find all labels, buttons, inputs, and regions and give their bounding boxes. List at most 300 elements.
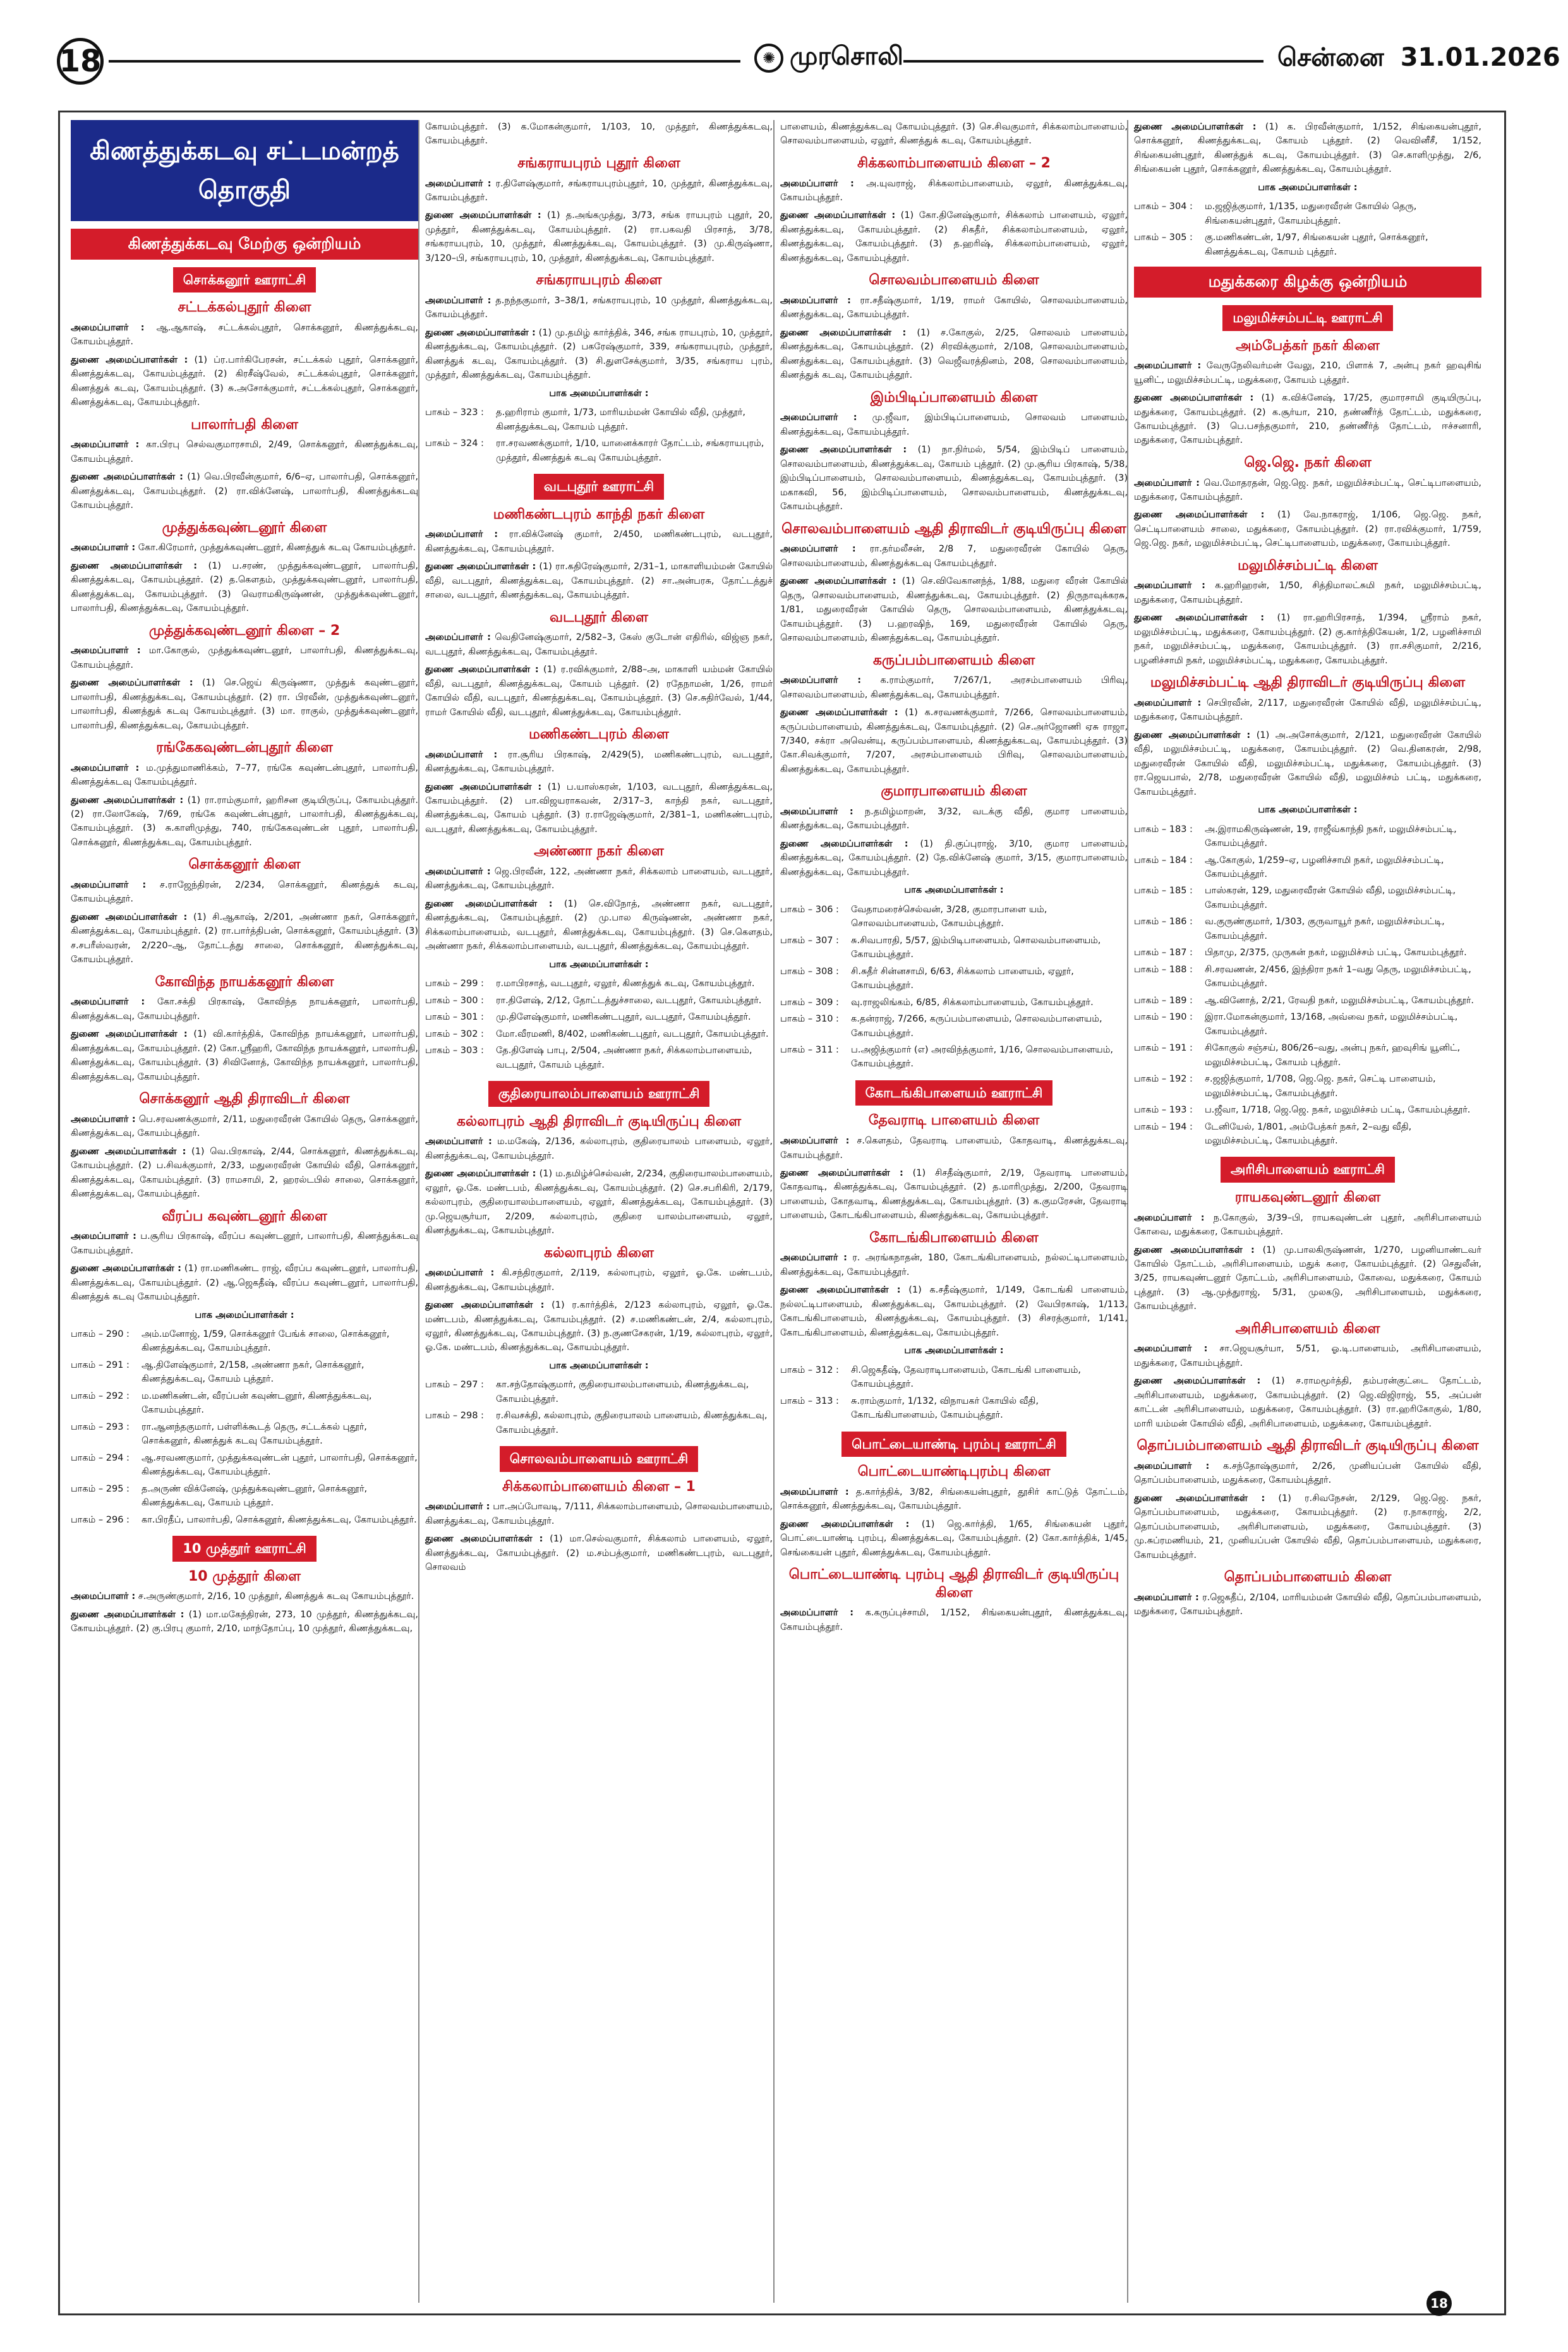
office-bearer-entry (780, 326, 1128, 383)
entry-text: (1) ச.கோகுல், 2/25, சொலவம் பாளையம், கிணத்துக்கடவு, கோயம்புத்தூர். (2) சிரவிக்குமார், 2/108, சொலவம்பாளையம், கிணத்துக்கடவு, கோயம்புத்தூர். (3) வெஜீவரத்தினம், 208, சொலவம்பாளையம், கிணத்துக் கடவு, கோயம்புத்தூர். (780, 327, 1128, 381)
union-heading: மதுக்கரை கிழக்கு ஒன்றியம் (1134, 267, 1481, 298)
entry-text: ச.அருண்குமார், 2/16, 10 முத்தூர், கிணத்துக் கடவு கோயம்புத்தூர். (138, 1591, 414, 1602)
office-bearer-entry (1134, 1342, 1481, 1370)
panchayat-heading: பொட்டையாண்டி புரம்பு ஊராட்சி (841, 1432, 1066, 1457)
entry-text: (1) கோ.தினேஷ்குமார், சிக்கலாம் பாளையம், ஏலூர், கிணத்துக்கடவு, கோயம்புத்தூர். (2) சிகதீர், சிக்கலாம்பாளையம், ஏலூர், கிணத்துக்கடவு, கோயம்புத்தூர். (3) த.ஹரிஷ், சிக்கலாம்பாளையம், ஏலூர், கிணத்துக்கடவு, கோயம்புத்தூர். (780, 210, 1128, 263)
role-label: துணை அமைப்பாளர்கள் : (71, 560, 198, 571)
entry-text: பா.அப்போவடி, 7/111, சிக்கலாம்பாளையம், சொலவம்பாளையம், கிணத்துக்கடவு, கோயம்புத்தூர். (425, 1502, 773, 1526)
panchayat-heading: சொலவம்பாளையம் ஊராட்சி (500, 1446, 698, 1472)
role-label: அமைப்பாளர் : (1134, 1592, 1199, 1603)
panchayat-heading-wrap (425, 1446, 773, 1472)
booth-number: பாகம் – 306 : (780, 904, 839, 915)
entry-text: (1) ப.சரண், முத்துக்கவுண்டனூர், பாலார்பதி, கிணத்துக்கடவு, கோயம்புத்தூர். (2) த.கௌதம், முத்துக்கவுண்டனூர், பாலார்பதி, கிணத்துக்கடவு, கோயம்புத்தூர். (3) வெராமகிருஷ்ணன், முத்துக்கவுண்டனூர், பாலார்பதி, கிணத்துக்கடவு, கோயம்புத்தூர். (71, 560, 418, 614)
office-bearer-entry (1134, 1591, 1481, 1619)
office-bearer-entry (780, 805, 1128, 833)
panchayat-heading-wrap (425, 1081, 773, 1107)
role-label: அமைப்பாளர் : (71, 763, 140, 773)
booth-agent-row (780, 1011, 1128, 1042)
role-label: அமைப்பாளர் : (71, 1114, 136, 1125)
office-bearer-entry (425, 1167, 773, 1238)
office-bearer-entry (780, 574, 1128, 645)
role-label: துணை அமைப்பாளர்கள் : (71, 912, 188, 922)
booth-number: பாகம் – 309 : (780, 997, 839, 1008)
booth-agent-details: அம்.மனோஜ், 1/59, சொக்கனூர் பேங்க் சாலை, சொக்கனூர், கிணத்துக்கடவு, கோயம்புத்தூர். (142, 1329, 390, 1354)
panchayat-heading: கோடங்கிபாளையம் ஊராட்சி (855, 1080, 1053, 1106)
office-bearer-entry (71, 793, 418, 850)
branch-heading: சங்கராயபுரம் கிளை (536, 272, 662, 289)
role-label: அமைப்பாளர் : (425, 1137, 492, 1147)
booth-agent-details: அ.இராமகிருஷ்ணன், 19, ராஜீவ்காந்தி நகர், மலுமிச்சம்பட்டி, கோயம்புத்தூர். (1205, 824, 1457, 849)
booth-agent-row (425, 435, 773, 466)
booth-number: பாகம் – 184 : (1134, 855, 1193, 865)
booth-number: பாகம் – 189 : (1134, 995, 1193, 1006)
booth-agent-row (71, 1357, 418, 1388)
booth-agent-details: த.அருண் விக்னேஷ், முத்துக்கவுண்டனூர், சொக்கனூர், கிணத்துக்கடவு, கோயம் புத்தூர். (142, 1483, 368, 1509)
entry-text: மா.கோகுல், முத்துக்கவுண்டனூர், பாலார்பதி, கிணத்துக்கடவு, கோயம்புத்தூர். (71, 646, 419, 670)
entry-text: (1) செ.விநோத், அண்ணா நகர், வடபுதூர், கிணத்துக்கடவு, கோயம்புத்தூர். (2) மு.பால கிருஷ்ணன், அண்ணா நகர், சிக்கலாம்பாளையம், வடபுதூர், கிணத்துக்கடவு, கோயம்புத்தூர். (3) செ.கௌதம், அண்ணா நகர், சிக்கலாம்பாளையம், வடபுதூர், கிணத்துக்கடவு, கோயம்புத்தூர். (425, 898, 773, 952)
booth-agent-row (425, 404, 773, 435)
dateline (1270, 43, 1568, 75)
branch-heading: சிக்கலாம்பாளையம் கிளை – 2 (857, 155, 1051, 171)
branch-heading: சொக்கனூர் ஆதி திராவிடர் கிளை (139, 1091, 350, 1107)
booth-agent-row (71, 1326, 418, 1357)
branch-heading: சொக்கனூர் கிளை (188, 857, 301, 873)
role-label: துணை அமைப்பாளர்கள் : (425, 781, 542, 792)
role-label: துணை அமைப்பாளர்கள் : (1134, 1493, 1265, 1504)
booth-number: பாகம் – 298 : (425, 1411, 484, 1421)
role-label: துணை அமைப்பாளர்கள் : (71, 1146, 186, 1157)
office-bearer-entry (1134, 391, 1481, 448)
role-label: துணை அமைப்பாளர்கள் : (780, 708, 898, 718)
office-bearer-entry (1134, 1374, 1481, 1431)
branch-heading: சொலவம்பாளையம் ஆதி திராவிடர் குடியிருப்பு கிளை (781, 521, 1126, 537)
column-3 (780, 120, 1128, 1638)
branch-heading: தொப்பம்பாளையம் கிளை (1224, 1569, 1392, 1586)
booth-agent-row (425, 1377, 773, 1408)
panchayat-heading: அரிசிபாளையம் ஊராட்சி (1221, 1157, 1395, 1183)
booth-agent-details: சி.ஜெகதீஷ், தேவராடிபாளையம், கோடங்கி பாளையம், கோயம்புத்தூர். (851, 1365, 1081, 1390)
role-label: அமைப்பாளர் : (71, 646, 141, 656)
branch-heading: சிக்கலாம்பாளையம் கிளை – 1 (502, 1478, 696, 1495)
masthead-rule-left (109, 60, 740, 63)
booth-agent-details: தே.திளேஷ் பாபு, 2/504, அண்ணா நகர், சிக்கலாம்பாளையம், வடபுதூர், கோயம் புத்தூர். (496, 1046, 752, 1070)
booth-agents-table (425, 1377, 773, 1438)
branch-heading: கோடங்கிபாளையம் கிளை (869, 1229, 1039, 1246)
office-bearer-entry (1134, 1492, 1481, 1562)
issue-date: 31.01.2026 (1400, 43, 1560, 72)
branch-heading: மலுமிச்சம்பட்டி ஆதி திராவிடர் குடியிருப்பு கிளை (1150, 675, 1466, 691)
branch-heading: மணிகண்டபுரம் கிளை (529, 726, 669, 742)
entry-text: கோ.சக்தி பிரகாஷ், கோவிந்த நாயக்கனூர், பாலார்பதி, கிணத்துக்கடவு, கோயம்புத்தூர். (71, 997, 418, 1022)
office-bearer-entry (71, 676, 418, 733)
role-label: அமைப்பாளர் : (71, 1591, 136, 1602)
column-4 (1134, 120, 1481, 1623)
office-bearer-entry (780, 1517, 1128, 1560)
booth-agent-details: சி.சுதீர் சின்னசாமி, 6/63, சிக்கலாம் பாளையம், ஏலூர், கோயம்புத்தூர். (851, 966, 1074, 991)
entry-text: ம.மகேஷ், 2/136, கல்லாபுரம், குதிரையாலம் பாளையம், ஏலூர், கிணத்துக்கடவு, கோயம்புத்தூர். (425, 1137, 773, 1161)
booth-agent-row (71, 1512, 418, 1528)
panchayat-heading-wrap (780, 1432, 1128, 1457)
booth-agent-details: ரா.ஆனந்தகுமார், பள்ளிக்கூடத் தெரு, சட்டக்கல் புதூர், சொக்கனூர், கிணத்துக் கடவு கோயம்புத்தூர். (142, 1421, 367, 1447)
entry-text: க.ராம்குமார், 7/267/1, அரசம்பாளையம் பிரிவு, சொலவம்பாளையம், கிணத்துக்கடவு, கோயம்புத்தூர். (780, 675, 1128, 700)
office-bearer-entry (71, 1262, 418, 1304)
entry-text: (1) தி.குப்புராஜ், 3/10, குமார பாளையம், கிணத்துக்கடவு, கோயம்புத்தூர். (2) தே.விக்னேஷ் குமார், 3/15, குமாரபாளையம், கிணத்துக்கடவு, கோயம்புத்தூர். (780, 838, 1128, 877)
entry-text: (1) ரா.ஹரிபிரசாத், 1/394, ஸ்ரீராம் நகர், மலுமிச்சம்பட்டி, மதுக்கரை, கோயம்புத்தூர். (2) கு.கார்த்திகேயன், 1/2, பழனிச்சாமி நகர், மலுமிச்சம்பட்டி, மதுக்கரை, கோயம்புத்தூர். (3) ரா.சசிகுமார், 2/216, பழனிச்சாமி நகர், மலுமிச்சம்பட்டி, மதுக்கரை, கோயம்புத்தூர். (1134, 613, 1481, 666)
entry-text: (1) ஜெ.கார்த்தி, 1/65, சிங்கையன் புதூர், பொட்டையாண்டி புரம்பு, கிணத்துக்கடவு, கோயம்புத்தூர். (2) கோ.கார்த்திக், 1/45, செங்கையன் புதூர், கிணத்துக்கடவு, கோயம்புத்தூர். (780, 1519, 1128, 1558)
section-subheading: பாக அமைப்பாளர்கள் : (549, 1360, 649, 1371)
booth-number: பாகம் – 323 : (425, 407, 484, 418)
booth-number: பாகம் – 190 : (1134, 1012, 1193, 1023)
booth-agent-details: ம.மணிகண்டன், வீரப்பன் கவுண்டனூர், கிணத்துக்கடவு, கோயம்புத்தூர். (142, 1390, 372, 1416)
section-subheading: பாக அமைப்பாளர்கள் : (904, 1346, 1004, 1356)
panchayat-heading: மலுமிச்சம்பட்டி ஊராட்சி (1222, 305, 1392, 331)
masthead (57, 38, 1560, 95)
entry-text: சா.ஜெயசூர்யா, 5/51, ஓ.டி.பாளையம், அரிசிபாளையம், மதுக்கரை, கோயம்புத்தூர். (1134, 1344, 1482, 1368)
booth-agent-details: பாஸ்கரன், 129, மதுரைவீரன் கோயில் வீதி, மலுமிச்சம்பட்டி, கோயம்புத்தூர். (1205, 886, 1456, 910)
role-label: துணை அமைப்பாளர்கள் : (425, 327, 536, 338)
booth-agent-row (780, 1362, 1128, 1393)
booth-number: பாகம் – 194 : (1134, 1121, 1193, 1132)
booth-agent-details: ர.சிவசக்தி, கல்லாபுரம், குதிரையாலம் பாளையம், கிணத்துக்கடவு, கோயம்புத்தூர். (496, 1411, 768, 1435)
branch-heading: அரிசிபாளையம் கிளை (1235, 1320, 1380, 1337)
panchayat-heading-wrap (71, 1536, 418, 1562)
role-label: துணை அமைப்பாளர்கள் : (780, 1285, 901, 1296)
role-label: அமைப்பாளர் : (780, 675, 862, 686)
booth-agent-details: சு.ராம்குமார், 1/132, விநாயகர் கோயில் வீதி, கோடங்கிபாளையம், கோயம்புத்தூர். (851, 1396, 1039, 1421)
office-bearer-entry (71, 995, 418, 1023)
branch-heading: ஜெ.ஜெ. நகர் கிளை (1244, 454, 1372, 471)
entry-text: (1) ர.சிவநேசன், 2/129, ஜெ.ஜெ. நகர், தொப்பம்பாளையம், மதுக்கரை, கோயம்புத்தூர். (2) ர.நாகராஜ், 2/2, தொப்பம்பாளையம், அரிசிபாளையம், மதுக்கரை, கோயம்புத்தூர். (3) மு.சுப்ரமணியம், 21, முனியப்பன் கோயில் வீதி, தொப்பம்பாளையம், மதுக்கரை, கோயம்புத்தூர். (1134, 1493, 1481, 1560)
office-bearer-entry (71, 541, 418, 555)
booth-agent-row (1134, 992, 1481, 1009)
role-label: துணை அமைப்பாளர்கள் : (780, 210, 896, 221)
union-heading: கிணத்துக்கடவு மேற்கு ஒன்றியம் (71, 229, 418, 260)
office-bearer-entry (1134, 120, 1481, 177)
entry-text: கா.பிரபு செல்வகுமாரசாமி, 2/49, சொக்கனூர், கிணத்துக்கடவு, கோயம்புத்தூர். (71, 440, 419, 464)
role-label: அமைப்பாளர் : (71, 879, 147, 890)
booth-agent-row (780, 1042, 1128, 1073)
office-bearer-entry (425, 326, 773, 383)
entry-text: (1) மா.மகேந்திரன், 273, 10 முத்தூர், கிணத்துக்கடவு, கோயம்புத்தூர். (2) கு.பிரபு குமார், 2/10, மாந்தோப்பு, 10 முத்தூர், கிணத்துக்கடவு, (71, 1609, 418, 1634)
booth-agent-details: பிதாமு, 2/375, முருகன் நகர், மலுமிச்சம் பட்டி, கோயம்புத்தூர். (1205, 948, 1467, 958)
booth-number: பாகம் – 187 : (1134, 948, 1193, 958)
role-label: துணை அமைப்பாளர்கள் : (71, 678, 193, 689)
booth-agent-row (1134, 198, 1481, 229)
booth-agent-row (780, 902, 1128, 932)
booth-agents-table (1134, 821, 1481, 1150)
booth-number: பாகம் – 290 : (71, 1329, 130, 1340)
branch-heading: அம்பேத்கர் நகர் கிளை (1236, 337, 1380, 354)
office-bearer-entry (1134, 1459, 1481, 1488)
role-label: அமைப்பாளர் : (425, 295, 492, 306)
role-label: அமைப்பாளர் : (780, 1487, 849, 1497)
booth-number: பாகம் – 311 : (780, 1045, 839, 1055)
booth-agent-details: ஆ.வினோத், 2/21, ரேவதி நகர், மலுமிச்சம்பட்டி, கோயம்புத்தூர். (1205, 995, 1474, 1006)
role-label: துணை அமைப்பாளர்கள் : (780, 1519, 910, 1529)
page-number-badge: 18 (57, 38, 104, 85)
role-label: அமைப்பாளர் : (1134, 581, 1205, 591)
branch-heading: கோவிந்த நாயக்கனூர் கிளை (155, 974, 334, 990)
role-label: துணை அமைப்பாளர்கள் : (425, 898, 553, 909)
booth-agent-details: ப.ஜீவா, 1/718, ஜெ.ஜெ. நகர், மலுமிச்சம் பட்டி, கோயம்புத்தூர். (1205, 1105, 1471, 1116)
office-bearer-entry (780, 673, 1128, 702)
role-label: அமைப்பாளர் : (1134, 697, 1202, 708)
booth-agent-details: ம.ஜஜித்குமார், 1/135, மதுரைவீரன் கோயில் தெரு, சிங்கையன்புதூர், கோயம்புத்தூர். (1205, 202, 1417, 226)
role-label: துணை அமைப்பாளர்கள் : (425, 1300, 545, 1311)
entry-text: (1) வெ.பிரகாஷ், 2/44, சொக்கனூர், கிணத்துக்கடவு, கோயம்புத்தூர். (2) ப.சிவக்குமார், 2/33, மதுரைவீரன் கோயில் வீதி, சொக்கனூர், கிணத்துக்கடவு, கோயம்புத்தூர். (3) ராமசாமி, 2, ஹரல்டபில் சாலை, சொக்கனூர், கிணத்துக்கடவு, கோயம்புத்தூர். (71, 1146, 419, 1200)
office-bearer-entry (425, 294, 773, 322)
entry-text: (1) ப.யாஸ்கரன், 1/103, வடபுதூர், கிணத்துக்கடவு, கோயம்புத்தூர். (2) பா.விஜயராகவன், 2/317–3, காந்தி நகர், வடபுதூர், கிணத்துக்கடவு, கோயம் புத்தூர். (3) ர.ராஜேஷ்குமார், 2/381–1, மணிகண்டபுரம், வடபுதூர், கிணத்துக்கடவு, கோயம்புத்தூர். (425, 781, 773, 835)
office-bearer-entry (780, 1606, 1128, 1634)
entry-text: கி.சந்திரகுமார், 2/119, கல்லாபுரம், ஏலூர், ஓ.கே. மண்டபம், கிணத்துக்கடவு, கோயம்புத்தூர். (425, 1268, 773, 1293)
office-bearer-entry (425, 663, 773, 720)
booth-agent-details: கா.பிரதீப், பாலார்பதி, சொக்கனூர், கிணத்துக்கடவு, கோயம்புத்தூர். (142, 1514, 417, 1525)
entry-text: (1) க.விக்னேஷ், 17/25, குமாரசாமி குடியிருப்பு, மதுக்கரை, கோயம்புத்தூர். (2) க.சூர்யா, 210, தண்ணீர்த் தோட்டம், மதுக்கரை, கோயம்புத்தூர். (3) பெ.பசந்தகுமார், 210, தண்ணீர்த் தோட்டம், ஈச்சனாரி, மதுக்கரை, கோயம்புத்தூர். (1134, 393, 1481, 446)
branch-heading: கருப்பம்பாளையம் கிளை (872, 652, 1035, 668)
entry-text: (1) நா.நிர்மல், 5/54, இம்பிடிப் பாளையம், சொலவம்பாளையம், கிணத்துக்கடவு, கோயம் புத்தூர். (2) மு.சூரிய பிரகாஷ், 5/38, இம்பிடிப்பாளையம், சொலவம்பாளையம், கிணத்துக்கடவு, கோயம்புத்தூர். (3) மகாகவி, 56, இம்பிடிப்பாளையம், சொலவம்பாளையம், கிணத்துக்கடவு, கோயம்புத்தூர். (780, 445, 1128, 512)
office-bearer-entry (71, 470, 418, 512)
entry-text: (1) மா.செல்வகுமார், சிக்கலாம் பாளையம், ஏலூர், கிணத்துக்கடவு, கோயம்புத்தூர். (2) ம.சம்பத்குமார், மணிகண்டபுரம், வடபுதூர், சொலவம் (425, 1534, 773, 1573)
entry-text: ப.சூரிய பிரகாஷ், வீரப்ப கவுண்டனூர், பாலார்பதி, கிணத்துக்கடவு கோயம்புத்தூர். (71, 1231, 419, 1256)
role-label: அமைப்பாளர் : (780, 1136, 850, 1147)
entry-text: கோயம்புத்தூர். (3) க.மோகன்குமார், 1/103, 10, முத்தூர், கிணத்துக்கடவு, கோயம்புத்தூர். (425, 122, 773, 147)
role-label: துணை அமைப்பாளர்கள் : (425, 665, 539, 675)
role-label: அமைப்பாளர் : (780, 544, 856, 555)
constituency-title: கிணத்துக்கடவு சட்டமன்றத் தொகுதி (71, 120, 418, 221)
branch-heading: கல்லாபுரம் ஆதி திராவிடர் குடியிருப்பு கிளை (456, 1113, 742, 1130)
panchayat-heading: சொக்கனூர் ஊராட்சி (173, 267, 316, 293)
entry-text: வேருநேலிவர்மன் வேலு, 210, பிளாக் 7, அன்பு நகர் ஹவுசிங் யூனிட், மலுமிச்சம்பட்டி, மதுக்கரை, கோயம் புத்தூர். (1134, 361, 1482, 385)
role-label: துணை அமைப்பாளர்கள் : (1134, 122, 1257, 132)
role-label: அமைப்பாளர் : (425, 1268, 495, 1279)
role-label: துணை அமைப்பாளர்கள் : (780, 445, 907, 455)
entry-text: ச.கௌதம், தேவராடி பாளையம், கோதவாடி, கிணத்துக்கடவு, கோயம்புத்தூர். (780, 1136, 1128, 1161)
branch-heading: சங்கராயபுரம் புதூர் கிளை (517, 155, 680, 171)
role-label: அமைப்பாளர் : (71, 322, 145, 333)
brand-name: முரசொலி (790, 42, 903, 71)
role-label: துணை அமைப்பாளர்கள் : (71, 472, 183, 483)
booth-number: பாகம் – 312 : (780, 1365, 839, 1375)
role-label: துணை அமைப்பாளர்கள் : (425, 562, 536, 572)
booth-agent-row (780, 1393, 1128, 1424)
booth-agent-row (1134, 962, 1481, 992)
office-bearer-entry (425, 120, 773, 148)
office-bearer-entry (1134, 579, 1481, 607)
booth-agent-row (71, 1450, 418, 1481)
newspaper-brand (745, 42, 912, 74)
booth-agent-row (71, 1481, 418, 1512)
booth-agent-row (425, 975, 773, 992)
panchayat-heading-wrap (71, 267, 418, 293)
panchayat-heading-wrap (1134, 1157, 1481, 1183)
role-label: அமைப்பாளர் : (425, 178, 492, 189)
column-2 (425, 120, 773, 1579)
office-bearer-entry (71, 1113, 418, 1141)
office-bearer-entry (780, 208, 1128, 265)
booth-agent-details: சு.சிவபாரதி, 5/57, இம்பிடிபாளையம், சொலவம்பாளையம், கோயம்புத்தூர். (851, 935, 1101, 960)
office-bearer-entry (71, 438, 418, 466)
booth-number: பாகம் – 302 : (425, 1028, 484, 1039)
booth-agent-details: மோ.வீரமணி, 8/402, மணிகண்டபுதூர், வடபுதூர், கோயம்புத்தூர். (496, 1028, 769, 1039)
entry-text: (1) அ.அசோக்குமார், 2/121, மதுரைவீரன் கோயில் வீதி, மலுமிச்சம்பட்டி, மதுக்கரை, கோயம்புத்தூர். (2) வெ.தினகரன், 2/98, மதுரைவீரன் கோயில் வீதி, மலுமிச்சம்பட்டி, மதுக்கரை, கோயம்புத்தூர். (3) ரா.ஜெயபால், 2/78, மதுரைவீரன் கோயில் வீதி, மலுமிச்சம் பட்டி, மதுக்கரை, கோயம்புத்தூர். (1134, 730, 1482, 797)
entry-text: (1) வி.கார்த்திக், கோவிந்த நாயக்கனூர், பாலார்பதி, கிணத்துக்கடவு, கோயம்புத்தூர். (2) கோ.ஸ்ரீஹரி, கோவிந்த நாயக்கனூர், பாலார்பதி, கிணத்துக்கடவு, கோயம்புத்தூர். (3) சிவினோத், கோவிந்த நாயக்கனூர், பாலார்பதி, கிணத்துக்கடவு, கோயம்புத்தூர். (71, 1029, 418, 1082)
entry-text: பாளையம், கிணத்துக்கடவு கோயம்புத்தூர். (3) செ.சிவகுமார், சிக்கலாம்பாளையம், சொலவம்பாளையம், ஏலூர், கிணத்துக் கடவு, கோயம்புத்தூர். (780, 122, 1128, 147)
role-label: அமைப்பாளர் : (425, 866, 491, 877)
role-label: அமைப்பாளர் : (1134, 1212, 1205, 1223)
branch-heading: ராயகவுண்டனூர் கிளை (1234, 1190, 1381, 1205)
booth-number: பாகம் – 305 : (1134, 232, 1193, 243)
booth-agent-row (780, 932, 1128, 963)
entry-text: (1) ர.ரவிக்குமார், 2/88–அ, மாகாளி யம்மன் கோயில் வீதி, வடபுதூர், கிணத்துக்கடவு, கோயம் புத்தூர். (2) ரதேநாமன், 1/26, ராமர் கோயில் வீதி, வடபுதூர், கிணத்துக்கடவு, கோயம்புத்தூர். (3) செ.சுதிர்வேல், 1/44, ராமர் கோயில் வீதி, வடபுதூர், கிணத்துக்கடவு, கோயம்புத்தூர். (425, 665, 773, 718)
booth-agent-row (425, 992, 773, 1009)
role-label: அமைப்பாளர் : (71, 440, 140, 450)
office-bearer-entry (425, 560, 773, 602)
office-bearer-entry (71, 910, 418, 967)
entry-text: (1) ம.தமிழ்ச்செல்வன், 2/234, குதிரையாலம்பாளையம், ஏலூர், ஓ.கே. மண்டபம், கிணத்துக்கடவு, கோயம்புத்தூர். (2) செ.சபரிகிரி, 2/179, கல்லாபுரம், குதிரையாலம்பாளையம், ஏலூர், கிணத்துக்கடவு, கோயம்புத்தூர். (3) மு.ஜெயசூர்யா, 2/209, கல்லாபுரம், குதிரை யாலம்பாளையம், ஏலூர், கிணத்துக்கடவு, கோயம்புத்தூர். (425, 1169, 773, 1236)
panchayat-heading: 10 முத்தூர் ஊராட்சி (172, 1536, 316, 1562)
booth-agent-row (780, 994, 1128, 1011)
office-bearer-entry (71, 878, 418, 907)
masthead-rule-right (903, 60, 1263, 63)
booth-number: பாகம் – 301 : (425, 1012, 484, 1023)
booth-agent-details: மு.திளேஷ்குமார், மணிகண்டபுதூர், வடபுதூர், கோயம்புத்தூர். (496, 1012, 751, 1023)
role-label: அமைப்பாளர் : (425, 1502, 490, 1512)
entry-text: (1) செ.விவேகானந்த், 1/88, மதுரை வீரன் கோயில் தெரு, சொலவம்பாளையம், கிணத்துக்கடவு, கோயம்புத்தூர். (2) திருநாவுக்கரசு, 1/81, மதுரைவீரன் கோயில் தெரு, சொலவம்பாளையம், கிணத்துக்கடவு, கோயம்புத்தூர். (3) ப.ஹரஷிந், 169, மதுரைவீரன் கோயில் தெரு, சொலவம்பாளையம், கிணத்துக்கடவு, கோயம்புத்தூர். (780, 576, 1128, 644)
office-bearer-entry (780, 443, 1128, 514)
booth-agent-row (425, 1009, 773, 1025)
office-bearer-entry (71, 559, 418, 616)
role-label: துணை அமைப்பாளர்கள் : (780, 1168, 903, 1179)
booth-agent-details: ஆ.சரவணகுமார், முத்துக்கவுண்டன் புதூர், பாலார்பதி, சொக்கனூர், கிணத்துக்கடவு, கோயம்புத்தூர். (142, 1452, 418, 1478)
booth-agents-table (780, 1362, 1128, 1424)
booth-agent-row (1134, 944, 1481, 961)
booth-number: பாகம் – 324 : (425, 438, 484, 449)
office-bearer-entry (425, 748, 773, 776)
booth-agent-row (1134, 914, 1481, 944)
office-bearer-entry (425, 528, 773, 556)
entry-text: ர.திளேஷ்குமார், சங்கராயபுரம்புதூர், 10, முத்தூர், கிணத்துக்கடவு, கோயம்புத்தூர். (425, 178, 773, 203)
booth-number: பாகம் – 294 : (71, 1452, 130, 1463)
booth-agent-row (71, 1388, 418, 1419)
branch-heading: தொப்பம்பாளையம் ஆதி திராவிடர் குடியிருப்பு கிளை (1137, 1438, 1479, 1454)
booth-agent-row (780, 963, 1128, 994)
role-label: அமைப்பாளர் : (71, 543, 136, 553)
section-subheading: பாக அமைப்பாளர்கள் : (549, 388, 649, 399)
booth-agent-details: ஆ.கோகுல், 1/259–ஏ, பழனிச்சாமி நகர், மலுமிச்சம்பட்டி, கோயம்புத்தூர். (1205, 855, 1444, 880)
section-subheading: பாக அமைப்பாளர்கள் : (1258, 805, 1358, 816)
booth-agent-row (1134, 1119, 1481, 1150)
office-bearer-entry (425, 897, 773, 954)
role-label: துணை அமைப்பாளர்கள் : (1134, 393, 1254, 404)
office-bearer-entry (425, 1532, 773, 1574)
branch-heading: இம்பிடிப்பாளையம் கிளை (870, 389, 1038, 406)
booth-agents-table (1134, 198, 1481, 260)
role-label: துணை அமைப்பாளர்கள் : (71, 1609, 184, 1620)
office-bearer-entry (71, 353, 418, 410)
section-subheading: பாக அமைப்பாளர்கள் : (549, 959, 649, 970)
role-label: அமைப்பாளர் : (71, 997, 145, 1008)
booth-agent-details: ச.ஜஜித்குமார், 1/708, ஜெ.ஜெ. நகர், செட்டி பாளையம், மலுமிச்சம்பட்டி, கோயம்புத்தூர். (1205, 1074, 1436, 1099)
entry-text: (1) வே.நாகராஜ், 1/106, ஜெ.ஜெ. நகர், செட்டிபாளையம் சாலை, மதுக்கரை, கோயம்புத்தூர். (2) ரா.ரவிக்குமார், 1/759, ஜெ.ஜெ. நகர், மலுமிச்சம்பட்டி, செட்டிபாளையம், மதுக்கரை, கோயம்புத்தூர். (1134, 510, 1482, 549)
entry-text: வெதினேஷ்குமார், 2/582–3, கேஸ் குடோன் எதிரில், விஜ்ஞ நகர், வடபுதூர், கிணத்துக்கடவு, கோயம்புத்தூர். (425, 632, 773, 657)
entry-text: (1) சிசதீஷ்குமார், 2/19, தேவராடி பாளையம், கோதவாடி, கிணத்துக்கடவு, கோயம்புத்தூர். (2) த.மாரிமுத்து, 2/200, தேவராடி பாளையம், கோதவாடி, கிணத்துக்கடவு, கோயம்புத்தூர். (3) க.குமரேசன், தேவராடி பாளையம், கோடங்கிபாளையம், கிணத்துக்கடவு, கோயம்புத்தூர். (780, 1168, 1128, 1221)
office-bearer-entry (780, 1283, 1128, 1340)
office-bearer-entry (71, 761, 418, 790)
booth-agent-details: ப.அஜித்குமார் (எ) அரவிந்த்குமார், 1/16, சொலவம்பாளையம், கோயம்புத்தூர். (851, 1045, 1113, 1070)
booth-agent-row (425, 1408, 773, 1438)
booth-agent-row (1134, 1071, 1481, 1102)
role-label: அமைப்பாளர் : (1134, 478, 1200, 488)
booth-agents-table (780, 902, 1128, 1073)
branch-heading: 10 முத்தூர் கிளை (188, 1568, 301, 1584)
role-label: துணை அமைப்பாளர்கள் : (71, 354, 188, 365)
role-label: அமைப்பாளர் : (1134, 361, 1202, 371)
role-label: துணை அமைப்பாளர்கள் : (1134, 1376, 1261, 1387)
booth-agent-row (425, 1026, 773, 1042)
office-bearer-entry (425, 1298, 773, 1355)
entry-text: (1) சி.ஆகாஷ், 2/201, அண்ணா நகர், சொக்கனூர், கிணத்துக்கடவு, கோயம்புத்தூர். (2) ரா.பார்த்திபன், சொக்கனூர், கோயம்புத்தூர். (3) ச.சபரீஸ்வரன், 2/220–ஆ, தோட்டத்து சாலை, சொக்கனூர், கிணத்துக்கடவு, கோயம்புத்தூர். (71, 912, 418, 965)
booth-agents-table (425, 404, 773, 466)
booth-agent-details: சி.சரவணன், 2/456, இந்திரா நகர் 1–வது தெரு, மலுமிச்சம்பட்டி, கோயம்புத்தூர். (1205, 964, 1471, 989)
booth-number: பாகம் – 310 : (780, 1014, 839, 1025)
role-label: அமைப்பாளர் : (71, 1231, 136, 1242)
office-bearer-entry (1134, 359, 1481, 387)
entry-text: த.கார்த்திக், 3/82, சிங்கையன்புதூர், தூசிர் காட்டுத் தோட்டம், சொக்கனூர், கிணத்துக்கடவு, கோயம்புத்தூர். (780, 1487, 1128, 1512)
booth-agent-details: சிகோகுல் சஞ்சய், 806/26–வது, அன்பு நகர், ஹவுசிங் யூனிட், மலுமிச்சம்பட்டி, கோயம் புத்தூர். (1205, 1043, 1461, 1068)
branch-heading: பொட்டையாண்டிபுரம்பு கிளை (857, 1464, 1051, 1480)
booth-agent-row (1134, 852, 1481, 883)
office-bearer-entry (780, 411, 1128, 439)
booth-number: பாகம் – 297 : (425, 1380, 484, 1390)
entry-text: (1) ர.கார்த்திக், 2/123 கல்லாபுரம், ஏலூர், ஓ.கே. மண்டபம், கிணத்துக்கடவு, கோயம்புத்தூர். (2) ச.மணிகண்டன், 2/4, கல்லாபுரம், ஏலூர், கிணத்துக்கடவு, கோயம்புத்தூர். (3) ந.குணசேகரன், 1/19, கல்லாபுரம், ஏலூர், ஓ.கே. மண்டபம், கிணத்துக்கடவு, கோயம்புத்தூர். (425, 1300, 773, 1353)
role-label: துணை அமைப்பாளர்கள் : (780, 576, 896, 587)
entry-text: (1) க.சரவணக்குமார், 7/266, சொலவம்பாளையம், கருப்பம்பாளையம், கிணத்துக்கடவு, கோயம்புத்தூர். (2) செ.அர்ஜோணி ஏசு ராஜா, 7/340, சக்ரா அவென்யு, கருப்பம்பாளையம், கிணத்துக்கடவு, கோயம்புத்தூர். (3) கோ.சிவக்குமார், 7/207, அரசம்பாளையம் பிரிவு, சொலவம்பாளையம், கிணத்துக்கடவு, கோயம்புத்தூர். (780, 708, 1128, 775)
booth-agent-details: கு.மணிகண்டன், 1/97, சிங்கையன் புதூர், சொக்கனூர், கிணத்துக்கடவு, கோயம் புத்தூர். (1205, 232, 1428, 257)
office-bearer-entry (1134, 728, 1481, 799)
entry-text: (1) ரா.மணிகண்ட ராஜ், வீரப்ப கவுண்டனூர், பாலார்பதி, கிணத்துக்கடவு, கோயம்புத்தூர். (2) ஆ.ஜெகதீஷ், வீரப்ப கவுண்டனூர், பாலார்பதி, கிணத்துக் கடவு கோயம்புத்தூர். (71, 1263, 418, 1303)
booth-agents-table (71, 1326, 418, 1528)
role-label: துணை அமைப்பாளர்கள் : (425, 210, 541, 221)
booth-agent-row (1134, 1009, 1481, 1040)
section-subheading: பாக அமைப்பாளர்கள் : (195, 1310, 294, 1320)
booth-number: பாகம் – 293 : (71, 1421, 130, 1432)
role-label: துணை அமைப்பாளர்கள் : (780, 838, 908, 849)
role-label: அமைப்பாளர் : (780, 806, 853, 817)
entry-text: (1) செ.ஜெய் கிருஷ்ணா, முத்துக் கவுண்டனூர், பாலார்பதி, கிணத்துக்கடவு, கோயம்புத்தூர். (2) ரா. பிரவீன், முத்துக்கவுண்டனூர், பாலார்பதி, கிணத்துக் கடவு கோயம்புத்தூர். (3) மா. ராகுல், முத்துக்கவுண்டனூர், பாலார்பதி, கிணத்துக்கடவு, கோயம்புத்தூர். (71, 678, 419, 731)
booth-number: பாகம் – 183 : (1134, 824, 1193, 835)
branch-heading: கல்லாபுரம் கிளை (544, 1245, 654, 1261)
branch-heading: அண்ணா நகர் கிளை (534, 843, 664, 860)
entry-text: ரா.சதீஷ்குமார், 1/19, ராமர் கோயில், சொலவம்பாளையம், கிணத்துக்கடவு, கோயம்புத்தூர். (780, 295, 1128, 320)
office-bearer-entry (1134, 508, 1481, 550)
role-label: துணை அமைப்பாளர்கள் : (1134, 730, 1251, 740)
branch-heading: பொட்டையாண்டி புரம்பு ஆதி திராவிடர் குடியிருப்பு கிளை (788, 1567, 1119, 1601)
booth-agent-details: ரா.திளேஷ், 2/12, தோட்டத்துச்சாலை, வடபுதூர், கோயம்புத்தூர். (496, 995, 762, 1006)
branch-heading: சட்டக்கல்புதூர் கிளை (178, 299, 311, 316)
office-bearer-entry (425, 780, 773, 837)
entry-text: ஜெ.பிரவீன், 122, அண்ணா நகர், சிக்கலாம் பாளையம், வடபுதூர், கிணத்துக்கடவு, கோயம்புத்தூர். (425, 866, 773, 891)
booth-number: பாகம் – 186 : (1134, 917, 1193, 927)
entry-text: அ.யுவராஜ், சிக்கலாம்பாளையம், ஏலூர், கிணத்துக்கடவு, கோயம்புத்தூர். (780, 178, 1128, 203)
role-label: துணை அமைப்பாளர்கள் : (71, 1029, 188, 1040)
column-1 (71, 120, 418, 1640)
office-bearer-entry (1134, 476, 1481, 505)
office-bearer-entry (780, 706, 1128, 776)
role-label: துணை அமைப்பாளர்கள் : (71, 795, 184, 805)
booth-number: பாகம் – 304 : (1134, 202, 1193, 212)
branch-heading: குமாரபாளையம் கிளை (881, 783, 1027, 800)
role-label: அமைப்பாளர் : (425, 529, 498, 540)
